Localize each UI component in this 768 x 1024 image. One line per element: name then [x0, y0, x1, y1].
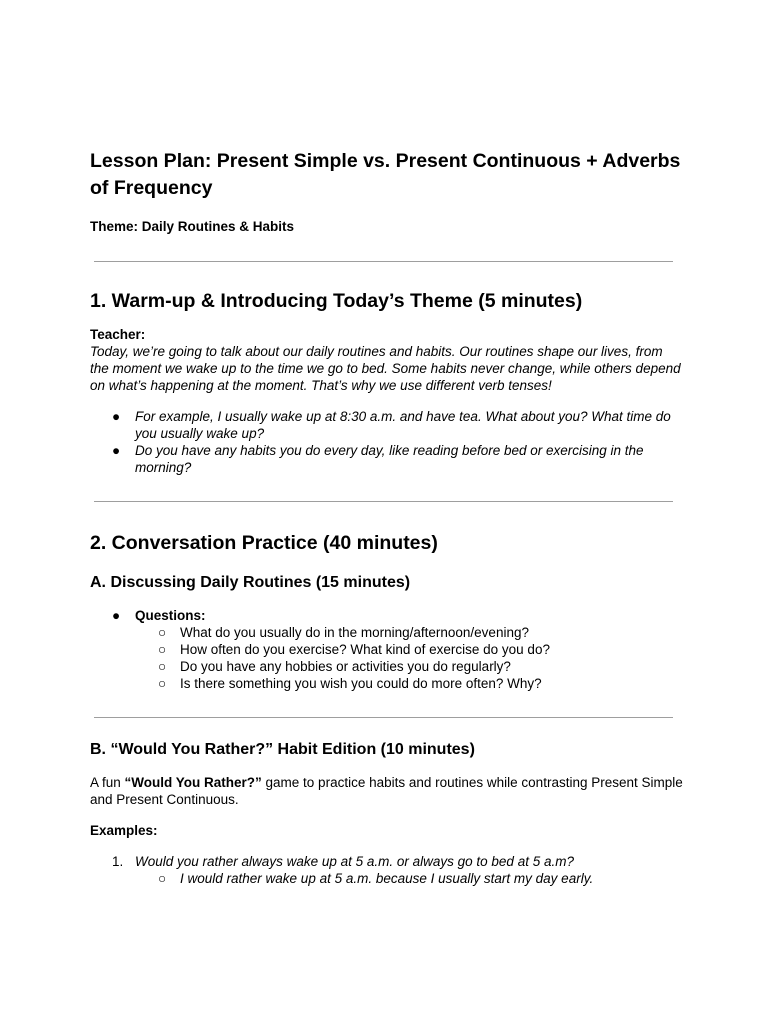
question-text: Do you have any hobbies or activities you do regularly? — [180, 659, 511, 674]
divider — [94, 717, 673, 718]
bullet-icon: ● — [112, 409, 121, 424]
questions-label: Questions: — [135, 608, 206, 623]
sub-bullet-icon: ○ — [158, 625, 167, 640]
section-1-heading: 1. Warm-up & Introducing Today’s Theme (5 minutes) — [90, 290, 583, 312]
examples-list — [90, 853, 690, 870]
list-item — [90, 658, 690, 675]
section-2-heading: 2. Conversation Practice (40 minutes) — [90, 532, 438, 554]
intro-prefix: A fun — [90, 775, 125, 790]
list-item — [90, 442, 680, 476]
list-item — [90, 641, 690, 658]
list-number: 1. — [112, 854, 124, 869]
teacher-label: Teacher: — [90, 327, 146, 342]
part-a-heading: A. Discussing Daily Routines (15 minutes) — [90, 574, 411, 591]
sub-bullet-icon: ○ — [158, 659, 167, 674]
intro-suffix: game to practice habits and routines while contrasting Present Simple and Present Continuous. — [90, 775, 683, 807]
document-title: Lesson Plan: Present Simple vs. Present Continuous + Adverbs of Frequency — [90, 150, 681, 199]
questions-list — [90, 607, 690, 624]
question-text: Is there something you wish you could do more often? Why? — [180, 676, 542, 691]
list-item-text: For example, I usually wake up at 8:30 a.m. and have tea. What about you? What time do you usually wake up? — [135, 409, 671, 441]
example-question: Would you rather always wake up at 5 a.m. or always go to bed at 5 a.m? — [135, 854, 574, 869]
part-b-intro — [90, 774, 685, 808]
list-item — [90, 870, 690, 887]
sub-bullet-icon: ○ — [158, 642, 167, 657]
examples-label: Examples: — [90, 823, 158, 838]
list-item — [90, 408, 680, 442]
list-item — [90, 607, 680, 624]
question-text: What do you usually do in the morning/afternoon/evening? — [180, 625, 529, 640]
list-item — [90, 853, 690, 870]
example-answer-sublist — [90, 870, 690, 887]
question-text: How often do you exercise? What kind of exercise do you do? — [180, 642, 550, 657]
list-item — [90, 624, 690, 641]
sub-bullet-icon: ○ — [158, 676, 167, 691]
sub-bullet-icon: ○ — [158, 871, 167, 886]
bullet-icon: ● — [112, 608, 121, 623]
intro-game-name: “Would You Rather?” — [124, 775, 262, 790]
document-page — [90, 148, 690, 887]
divider — [94, 261, 673, 262]
bullet-icon: ● — [112, 443, 121, 458]
teacher-text: Today, we’re going to talk about our daily routines and habits. Our routines shape our lives, from the moment we wake up to the time we go to bed. Some habits never change, while others depend on what’s happening at the moment. That’s why we use different verb tenses! — [90, 344, 681, 393]
part-b-heading: B. “Would You Rather?” Habit Edition (10 minutes) — [90, 741, 475, 758]
theme-line: Theme: Daily Routines & Habits — [90, 219, 295, 234]
questions-sublist — [90, 624, 690, 692]
list-item — [90, 675, 690, 692]
warmup-bullet-list — [90, 408, 690, 476]
list-item-text: Do you have any habits you do every day, like reading before bed or exercising in the morning? — [135, 443, 644, 475]
divider — [94, 501, 673, 502]
example-answer: I would rather wake up at 5 a.m. because I usually start my day early. — [180, 871, 594, 886]
